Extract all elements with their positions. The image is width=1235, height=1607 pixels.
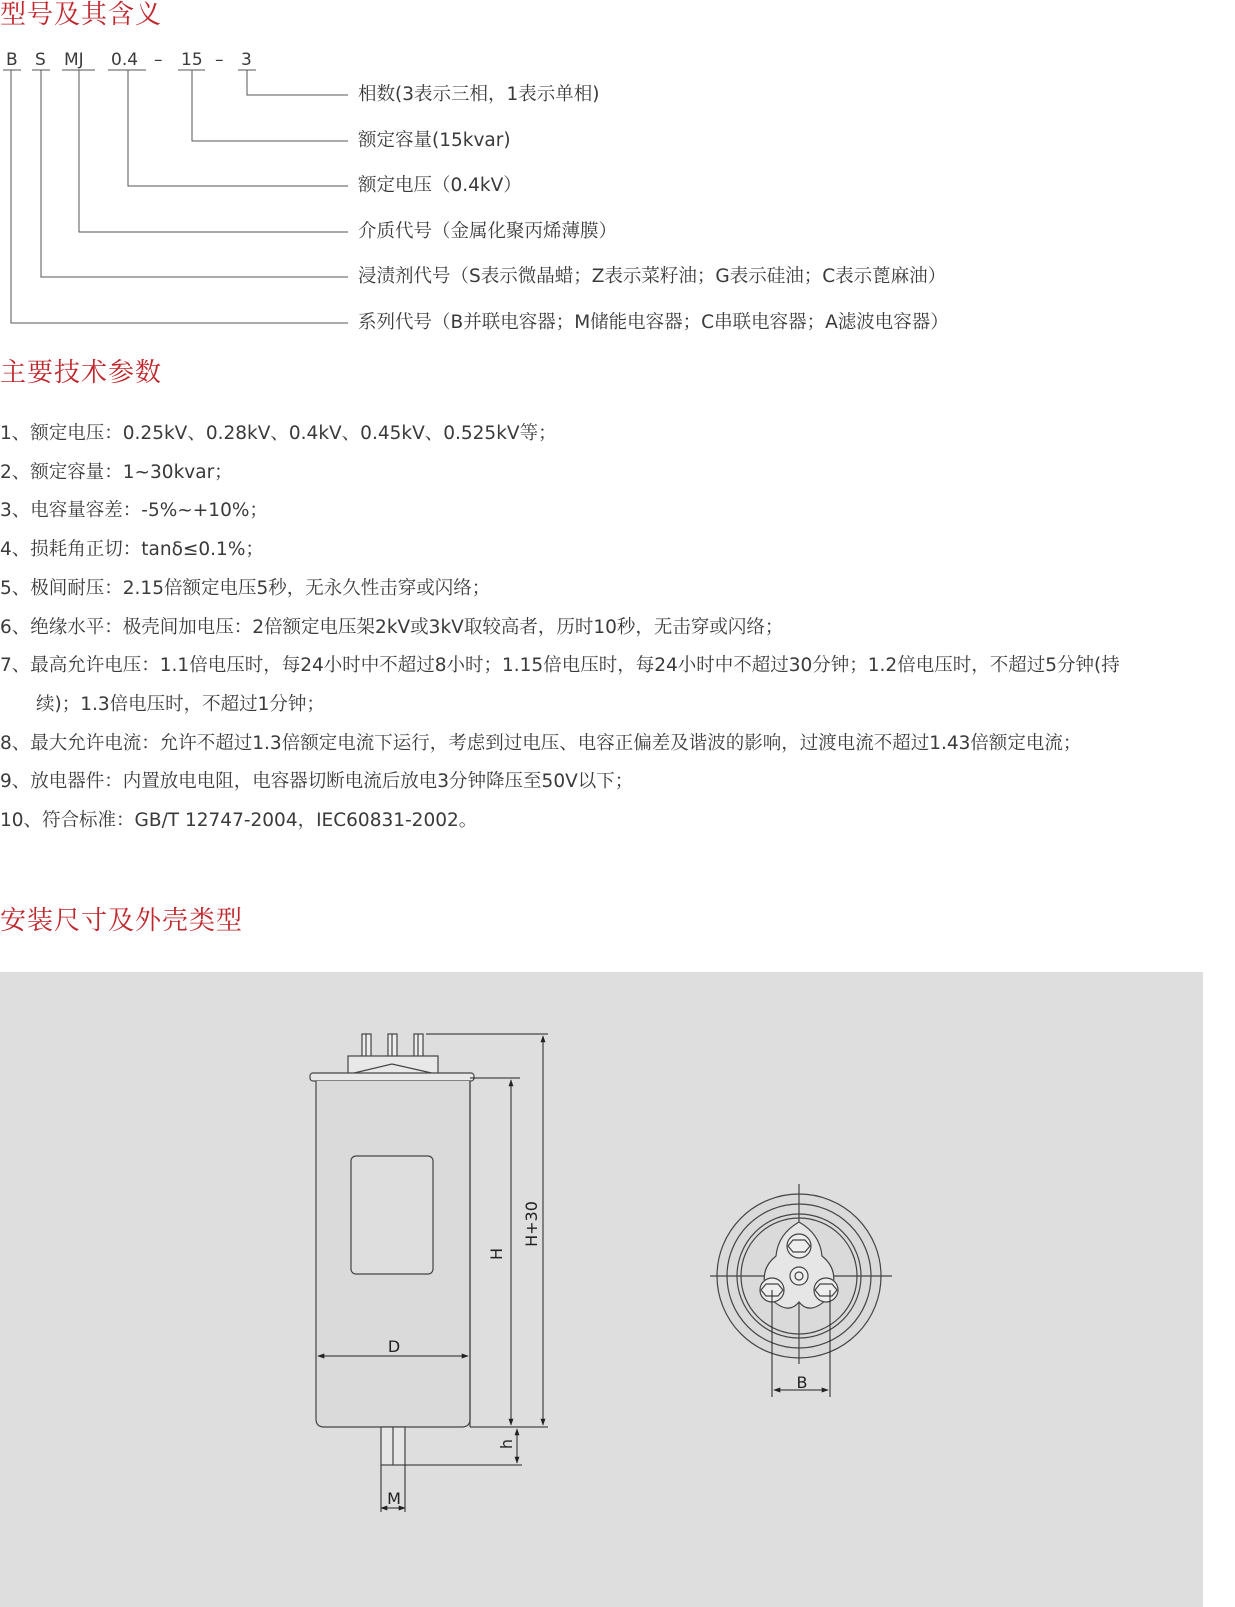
meaning-phase: 相数(3表示三相，1表示单相) bbox=[358, 84, 600, 105]
spec-item: 2、额定容量：1~30kvar； bbox=[0, 461, 233, 483]
specs-section-title: 主要技术参数 bbox=[0, 358, 163, 388]
meaning-voltage: 额定电压（0.4kV） bbox=[358, 175, 522, 196]
code-char-voltage: 0.4 bbox=[111, 50, 139, 70]
dim-label-H30: H+30 bbox=[522, 1201, 541, 1247]
specs-list bbox=[0, 415, 1235, 841]
capacitor-top-view bbox=[710, 1184, 892, 1364]
meaning-dielectric: 介质代号（金属化聚丙烯薄膜） bbox=[358, 221, 618, 242]
code-char-impregnant: S bbox=[35, 50, 46, 70]
capacitor-drawing bbox=[0, 972, 1203, 1607]
code-char-series: B bbox=[6, 50, 18, 70]
spec-item: 3、电容量容差：-5%~+10%； bbox=[0, 500, 268, 522]
spec-item: 6、绝缘水平：极壳间加电压：2倍额定电压架2kV或3kV取较高者，历时10秒，无击穿或闪络； bbox=[0, 616, 784, 638]
dim-label-h: h bbox=[497, 1438, 516, 1450]
spec-item: 8、最大允许电流：允许不超过1.3倍额定电流下运行，考虑到过电压、电容正偏差及谐波的影响，过渡电流不超过1.43倍额定电流； bbox=[0, 732, 1082, 754]
spec-item: 1、额定电压：0.25kV、0.28kV、0.4kV、0.45kV、0.525kV等； bbox=[0, 423, 557, 444]
code-char-dash-1: – bbox=[154, 50, 163, 70]
install-section-title: 安装尺寸及外壳类型 bbox=[0, 906, 244, 936]
code-char-phase: 3 bbox=[241, 50, 252, 70]
code-char-capacity: 15 bbox=[181, 50, 203, 70]
spec-item: 7、最高允许电压：1.1倍电压时，每24小时中不超过8小时；1.15倍电压时，每24小时中不超过30分钟；1.2倍电压时，不超过5分钟(持 bbox=[0, 655, 1120, 677]
capacitor-side-view bbox=[310, 1034, 474, 1465]
spec-item: 5、极间耐压：2.15倍额定电压5秒，无永久性击穿或闪络； bbox=[0, 577, 491, 599]
model-code-lines bbox=[0, 40, 1235, 350]
installation-drawing-panel bbox=[0, 972, 1203, 1607]
meaning-capacity: 额定容量(15kvar) bbox=[358, 130, 511, 151]
dim-label-H: H bbox=[487, 1247, 506, 1261]
code-char-dash-2: – bbox=[215, 50, 224, 70]
dim-label-M: M bbox=[387, 1489, 401, 1508]
meaning-impregnant: 浸渍剂代号（S表示微晶蜡；Z表示菜籽油；G表示硅油；C表示蓖麻油） bbox=[358, 266, 947, 287]
meaning-series: 系列代号（B并联电容器；M储能电容器；C串联电容器；A滤波电容器） bbox=[358, 312, 949, 333]
dim-label-D: D bbox=[387, 1337, 401, 1356]
model-code-diagram bbox=[0, 40, 1235, 350]
model-section-title: 型号及其含义 bbox=[0, 0, 163, 30]
spec-item: 10、符合标准：GB/T 12747-2004，IEC60831-2002。 bbox=[0, 810, 478, 832]
code-char-dielectric: MJ bbox=[64, 50, 84, 70]
spec-item-continuation: 续)；1.3倍电压时，不超过1分钟； bbox=[36, 693, 325, 715]
spec-item: 9、放电器件：内置放电电阻，电容器切断电流后放电3分钟降压至50V以下； bbox=[0, 771, 634, 793]
model-code-characters bbox=[6, 50, 252, 70]
dim-label-B: B bbox=[796, 1373, 808, 1392]
spec-item: 4、损耗角正切：tanδ≤0.1%； bbox=[0, 539, 264, 561]
